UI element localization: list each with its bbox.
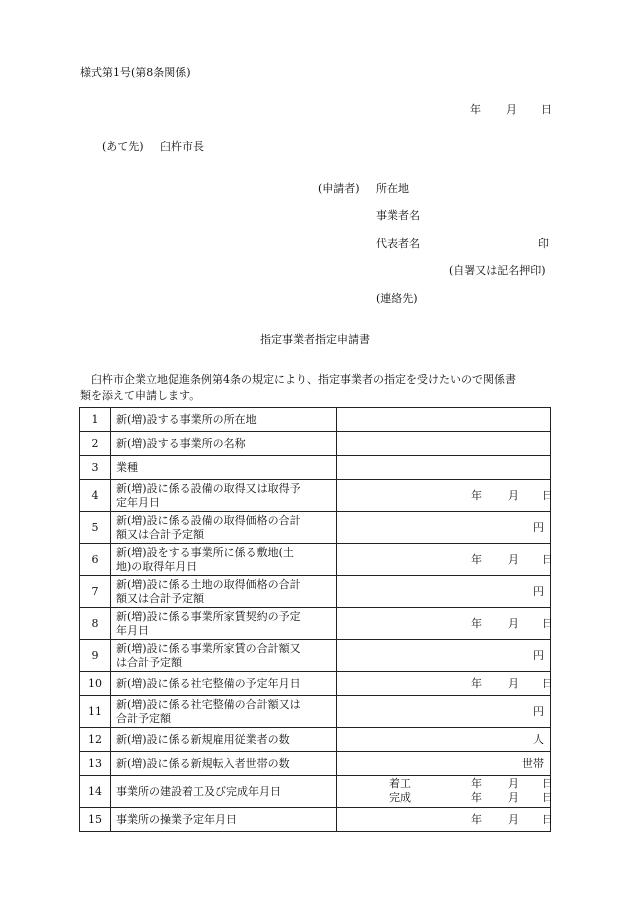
table-row: [80, 728, 551, 752]
value-unit: 世帯: [522, 757, 544, 770]
row-value-field[interactable]: [337, 432, 551, 456]
row-number: 9: [80, 640, 111, 672]
addressee-prefix: (あて先): [102, 140, 144, 153]
value-unit: 人: [533, 733, 544, 746]
row-item: [111, 576, 337, 608]
table-row: [80, 456, 551, 480]
date-unit: 年: [471, 677, 482, 690]
row-number: 4: [80, 480, 111, 512]
value-unit: 円: [533, 585, 544, 598]
row-item: [111, 776, 337, 808]
row-value-field[interactable]: [337, 640, 551, 672]
row-item-line-2: は合計予定額: [116, 655, 182, 669]
date-unit: 日: [542, 777, 553, 790]
row-number: 5: [80, 512, 111, 544]
row-item-line-1: 新(増)設に係る社宅整備の合計額又は: [116, 697, 301, 711]
intro-line-2: 類を添えて申請します。: [80, 389, 201, 402]
representative-label: 代表者名: [376, 237, 420, 250]
row-item: [111, 480, 337, 512]
row-item: [111, 544, 337, 576]
row-number: 13: [80, 752, 111, 776]
date-unit: 月: [508, 777, 519, 790]
date-unit: 月: [508, 791, 519, 804]
row-item-line-2: 合計予定額: [116, 711, 171, 725]
row-item-line-1: 新(増)設に係る社宅整備の予定年月日: [116, 676, 301, 690]
row-item-line-1: 新(増)設に係る新規雇用従業者の数: [116, 732, 290, 746]
row-number: 12: [80, 728, 111, 752]
row-item: [111, 728, 337, 752]
row-value-field[interactable]: [337, 408, 551, 432]
table-row: [80, 544, 551, 576]
row-item: [111, 512, 337, 544]
row-item-line-1: 新(増)設に係る土地の取得価格の合計: [116, 577, 301, 591]
date-unit: 月: [508, 489, 519, 502]
row-item-line-1: 業種: [116, 460, 138, 474]
row-item-line-1: 新(増)設に係る新規転入者世帯の数: [116, 756, 290, 770]
row-number: 14: [80, 776, 111, 808]
date-unit: 年: [471, 617, 482, 630]
date-unit: 日: [542, 677, 553, 690]
row-value-field[interactable]: [337, 808, 551, 832]
application-table: [79, 407, 551, 832]
intro-line-1: 臼杵市企業立地促進条例第4条の規定により、指定事業者の指定を受けたいので関係書: [91, 373, 516, 386]
row-item-line-2: 額又は合計予定額: [116, 527, 204, 541]
table-row: [80, 480, 551, 512]
row-item: [111, 456, 337, 480]
date-unit: 月: [508, 677, 519, 690]
row-value-field[interactable]: [337, 608, 551, 640]
value-unit: 円: [533, 521, 544, 534]
row-item: [111, 408, 337, 432]
row-number: 2: [80, 432, 111, 456]
row-value-field[interactable]: [337, 696, 551, 728]
row-item-line-1: 新(増)設に係る設備の取得価格の合計: [116, 513, 301, 527]
row-number: 3: [80, 456, 111, 480]
addressee: 臼杵市長: [160, 140, 204, 153]
table-row: [80, 672, 551, 696]
value-unit: 円: [533, 705, 544, 718]
date-unit: 年: [471, 489, 482, 502]
table-row: [80, 608, 551, 640]
date-unit: 日: [542, 617, 553, 630]
row-number: 1: [80, 408, 111, 432]
form-number: 様式第1号(第8条関係): [80, 66, 191, 79]
row-item: [111, 672, 337, 696]
date-day: 日: [541, 103, 552, 116]
table-row: [80, 696, 551, 728]
row-value-field[interactable]: [337, 480, 551, 512]
row-value-field[interactable]: [337, 456, 551, 480]
row-value-field[interactable]: [337, 576, 551, 608]
row-item: [111, 696, 337, 728]
row-value-field[interactable]: [337, 728, 551, 752]
date-unit: 年: [471, 553, 482, 566]
date-unit: 年: [471, 813, 482, 826]
row-item-line-1: 新(増)設に係る事業所家賃契約の予定: [116, 609, 301, 623]
table-row: [80, 776, 551, 808]
business-name-label: 事業者名: [376, 209, 420, 222]
date-unit: 日: [542, 791, 553, 804]
applicant-label: (申請者): [318, 182, 360, 195]
signature-note: (自署又は記名押印): [449, 264, 546, 277]
row-number: 8: [80, 608, 111, 640]
table-row: [80, 512, 551, 544]
table-row: [80, 752, 551, 776]
row-item: [111, 432, 337, 456]
row-item-line-1: 新(増)設する事業所の所在地: [116, 412, 257, 426]
address-label: 所在地: [376, 182, 409, 195]
date-month: 月: [506, 103, 517, 116]
table-row: [80, 576, 551, 608]
row-item-line-2: 額又は合計予定額: [116, 591, 204, 605]
row-item: [111, 752, 337, 776]
date-unit: 月: [508, 553, 519, 566]
table-row: [80, 432, 551, 456]
row-item-line-1: 新(増)設に係る設備の取得又は取得予: [116, 481, 301, 495]
row-item-line-1: 事業所の操業予定年月日: [116, 812, 237, 826]
row-number: 15: [80, 808, 111, 832]
date-unit: 日: [542, 813, 553, 826]
row-item-line-2: 年月日: [116, 623, 149, 637]
value-unit: 円: [533, 649, 544, 662]
date-unit: 月: [508, 617, 519, 630]
row-number: 7: [80, 576, 111, 608]
contact-label: (連絡先): [376, 292, 418, 305]
date-unit: 年: [471, 777, 482, 790]
row-item: [111, 808, 337, 832]
seal-mark: 印: [538, 237, 549, 250]
row-number: 10: [80, 672, 111, 696]
row-item-line-1: 新(増)設に係る事業所家賃の合計額又: [116, 641, 301, 655]
row-value-field[interactable]: [337, 752, 551, 776]
row-value-field[interactable]: [337, 512, 551, 544]
row-item-line-1: 新(増)設をする事業所に係る敷地(土: [116, 545, 294, 559]
row-item: [111, 640, 337, 672]
table-row: [80, 640, 551, 672]
date-year: 年: [470, 103, 481, 116]
construction-start-label: 着工: [389, 777, 411, 790]
row-value-field[interactable]: [337, 776, 551, 808]
row-item-line-1: 新(増)設する事業所の名称: [116, 436, 246, 450]
completion-label: 完成: [389, 791, 411, 804]
table-row: [80, 408, 551, 432]
row-value-field[interactable]: [337, 672, 551, 696]
date-unit: 日: [542, 553, 553, 566]
row-item: [111, 608, 337, 640]
row-item-line-2: 地)の取得年月日: [116, 559, 198, 573]
row-item-line-2: 定年月日: [116, 495, 160, 509]
document-title: 指定事業者指定申請書: [260, 333, 370, 346]
row-item-line-1: 事業所の建設着工及び完成年月日: [116, 784, 281, 798]
date-unit: 月: [508, 813, 519, 826]
table-row: [80, 808, 551, 832]
row-number: 6: [80, 544, 111, 576]
row-number: 11: [80, 696, 111, 728]
row-value-field[interactable]: [337, 544, 551, 576]
date-unit: 日: [542, 489, 553, 502]
date-unit: 年: [471, 791, 482, 804]
